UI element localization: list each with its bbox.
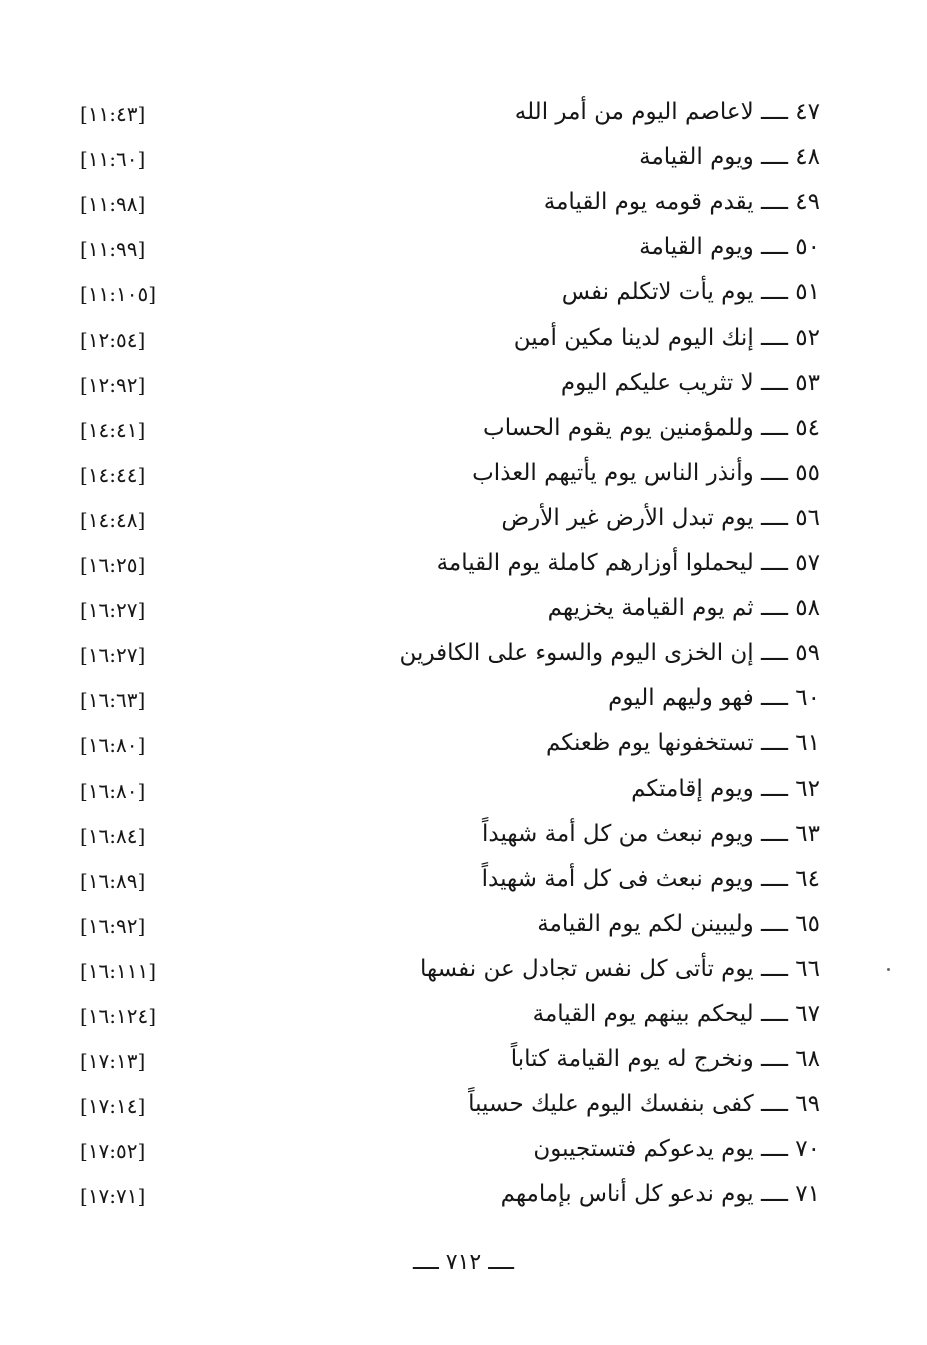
index-entry: [60, 321, 820, 366]
entry-text: ٥٣ ــــ لا تثريب عليكم اليوم: [560, 369, 820, 396]
index-entry: [60, 907, 820, 952]
index-entry: [60, 997, 820, 1042]
index-entry: [60, 1087, 820, 1132]
entry-reference: [١٦:٦٣]: [80, 688, 146, 713]
entry-reference: [١٦:٨٤]: [80, 823, 146, 848]
entry-text: ٤٧ ــــ لاعاصم اليوم من أمر الله: [514, 99, 820, 125]
entry-text: ٦٦ ــــ يوم تأتى كل نفس تجادل عن نفسها: [420, 955, 820, 982]
entry-reference: [١٦:٩٢]: [80, 913, 146, 938]
entry-text: ٧٠ ــــ يوم يدعوكم فتستجيبون: [533, 1136, 820, 1163]
entry-text: ٦١ ــــ تستخفونها يوم ظعنكم: [545, 730, 820, 757]
index-entry: [60, 726, 820, 771]
index-entry: [60, 952, 820, 997]
entry-reference: [١٦:٢٧]: [80, 598, 146, 623]
entry-reference: [١٦:١١١]: [80, 958, 157, 983]
entry-text: ٦٢ ــــ ويوم إقامتكم: [631, 775, 820, 802]
entry-text: ٥٩ ــــ إن الخزى اليوم والسوء على الكافرين: [399, 640, 820, 667]
entry-text: ٦٩ ــــ كفى بنفسك اليوم عليك حسيباً: [468, 1091, 820, 1118]
entry-text: ٥٦ ــــ يوم تبدل الأرض غير الأرض: [501, 504, 820, 531]
index-entry: [60, 591, 820, 636]
entry-reference: [١٧:٧١]: [80, 1184, 146, 1209]
entry-text: ٦٣ ــــ ويوم نبعث من كل أمة شهيداً: [481, 820, 820, 847]
entry-reference: [١٦:٢٧]: [80, 643, 146, 668]
entry-reference: [١٢:٩٢]: [80, 372, 146, 397]
index-entry: [60, 772, 820, 817]
scan-speck: [887, 968, 890, 971]
entry-reference: [١١:١٠٥]: [80, 282, 157, 307]
entry-reference: [١٦:٨٠]: [80, 778, 146, 803]
entry-reference: [١٧:١٣]: [80, 1049, 146, 1074]
entry-text: ٥٢ ــــ إنك اليوم لدينا مكين أمين: [513, 324, 820, 351]
index-entry: [60, 275, 820, 320]
index-entry: [60, 1132, 820, 1177]
entry-reference: [١٢:٥٤]: [80, 327, 146, 352]
index-entry: [60, 636, 820, 681]
index-entry: [60, 411, 820, 456]
entry-text: ٥٨ ــــ ثم يوم القيامة يخزيهم: [547, 595, 820, 622]
entry-text: ٥٠ ــــ ويوم القيامة: [639, 234, 820, 261]
entry-text: ٥٧ ــــ ليحملوا أوزارهم كاملة يوم القيامة: [436, 550, 820, 576]
entry-text: ٦٧ ــــ ليحكم بينهم يوم القيامة: [532, 1001, 820, 1027]
entry-reference: [١٦:٨٩]: [80, 868, 146, 893]
entry-reference: [١١:٩٩]: [80, 237, 146, 262]
entry-reference: [١١:٦٠]: [80, 147, 146, 172]
entry-reference: [١٦:٨٠]: [80, 733, 146, 758]
entry-reference: [١٧:١٤]: [80, 1094, 146, 1119]
entry-text: ٦٤ ــــ ويوم نبعث فى كل أمة شهيداً: [481, 865, 820, 892]
entry-text: ٥١ ــــ يوم يأت لاتكلم نفس: [561, 279, 820, 306]
entry-reference: [١٤:٤١]: [80, 417, 146, 442]
entry-text: ٧١ ــــ يوم ندعو كل أناس بإمامهم: [500, 1181, 820, 1208]
index-entry: [60, 456, 820, 501]
index-entry: [60, 817, 820, 862]
index-entry: [60, 546, 820, 591]
entry-reference: [١١:٤٣]: [80, 102, 146, 126]
index-entry: [60, 185, 820, 230]
index-entry: [60, 501, 820, 546]
entry-reference: [١١:٩٨]: [80, 192, 146, 217]
entry-reference: [١٤:٤٨]: [80, 507, 146, 532]
entry-text: ٥٥ ــــ وأنذر الناس يوم يأتيهم العذاب: [472, 459, 820, 486]
index-entry: [60, 681, 820, 726]
index-entry: [60, 1177, 820, 1222]
page-number: ــــ ٧١٢ ــــ: [412, 1250, 514, 1275]
entry-text: ٥٤ ــــ وللمؤمنين يوم يقوم الحساب: [483, 414, 820, 441]
entry-text: ٦٨ ــــ ونخرج له يوم القيامة كتاباً: [510, 1046, 820, 1073]
index-entry: [60, 140, 820, 185]
entry-text: ٦٠ ــــ فهو وليهم اليوم: [608, 685, 820, 712]
entry-text: ٦٥ ــــ وليبينن لكم يوم القيامة: [537, 910, 820, 937]
entry-reference: [١٦:١٢٤]: [80, 1004, 157, 1028]
entry-reference: [١٤:٤٤]: [80, 462, 146, 487]
index-entry: [60, 862, 820, 907]
index-entry: [60, 95, 820, 140]
index-entry: [60, 1042, 820, 1087]
index-entry: [60, 366, 820, 411]
entry-text: ٤٨ ــــ ويوم القيامة: [639, 144, 820, 171]
entry-reference: [١٦:٢٥]: [80, 553, 146, 577]
index-entry: [60, 230, 820, 275]
entry-text: ٤٩ ــــ يقدم قومه يوم القيامة: [543, 189, 820, 216]
entry-reference: [١٧:٥٢]: [80, 1139, 146, 1164]
